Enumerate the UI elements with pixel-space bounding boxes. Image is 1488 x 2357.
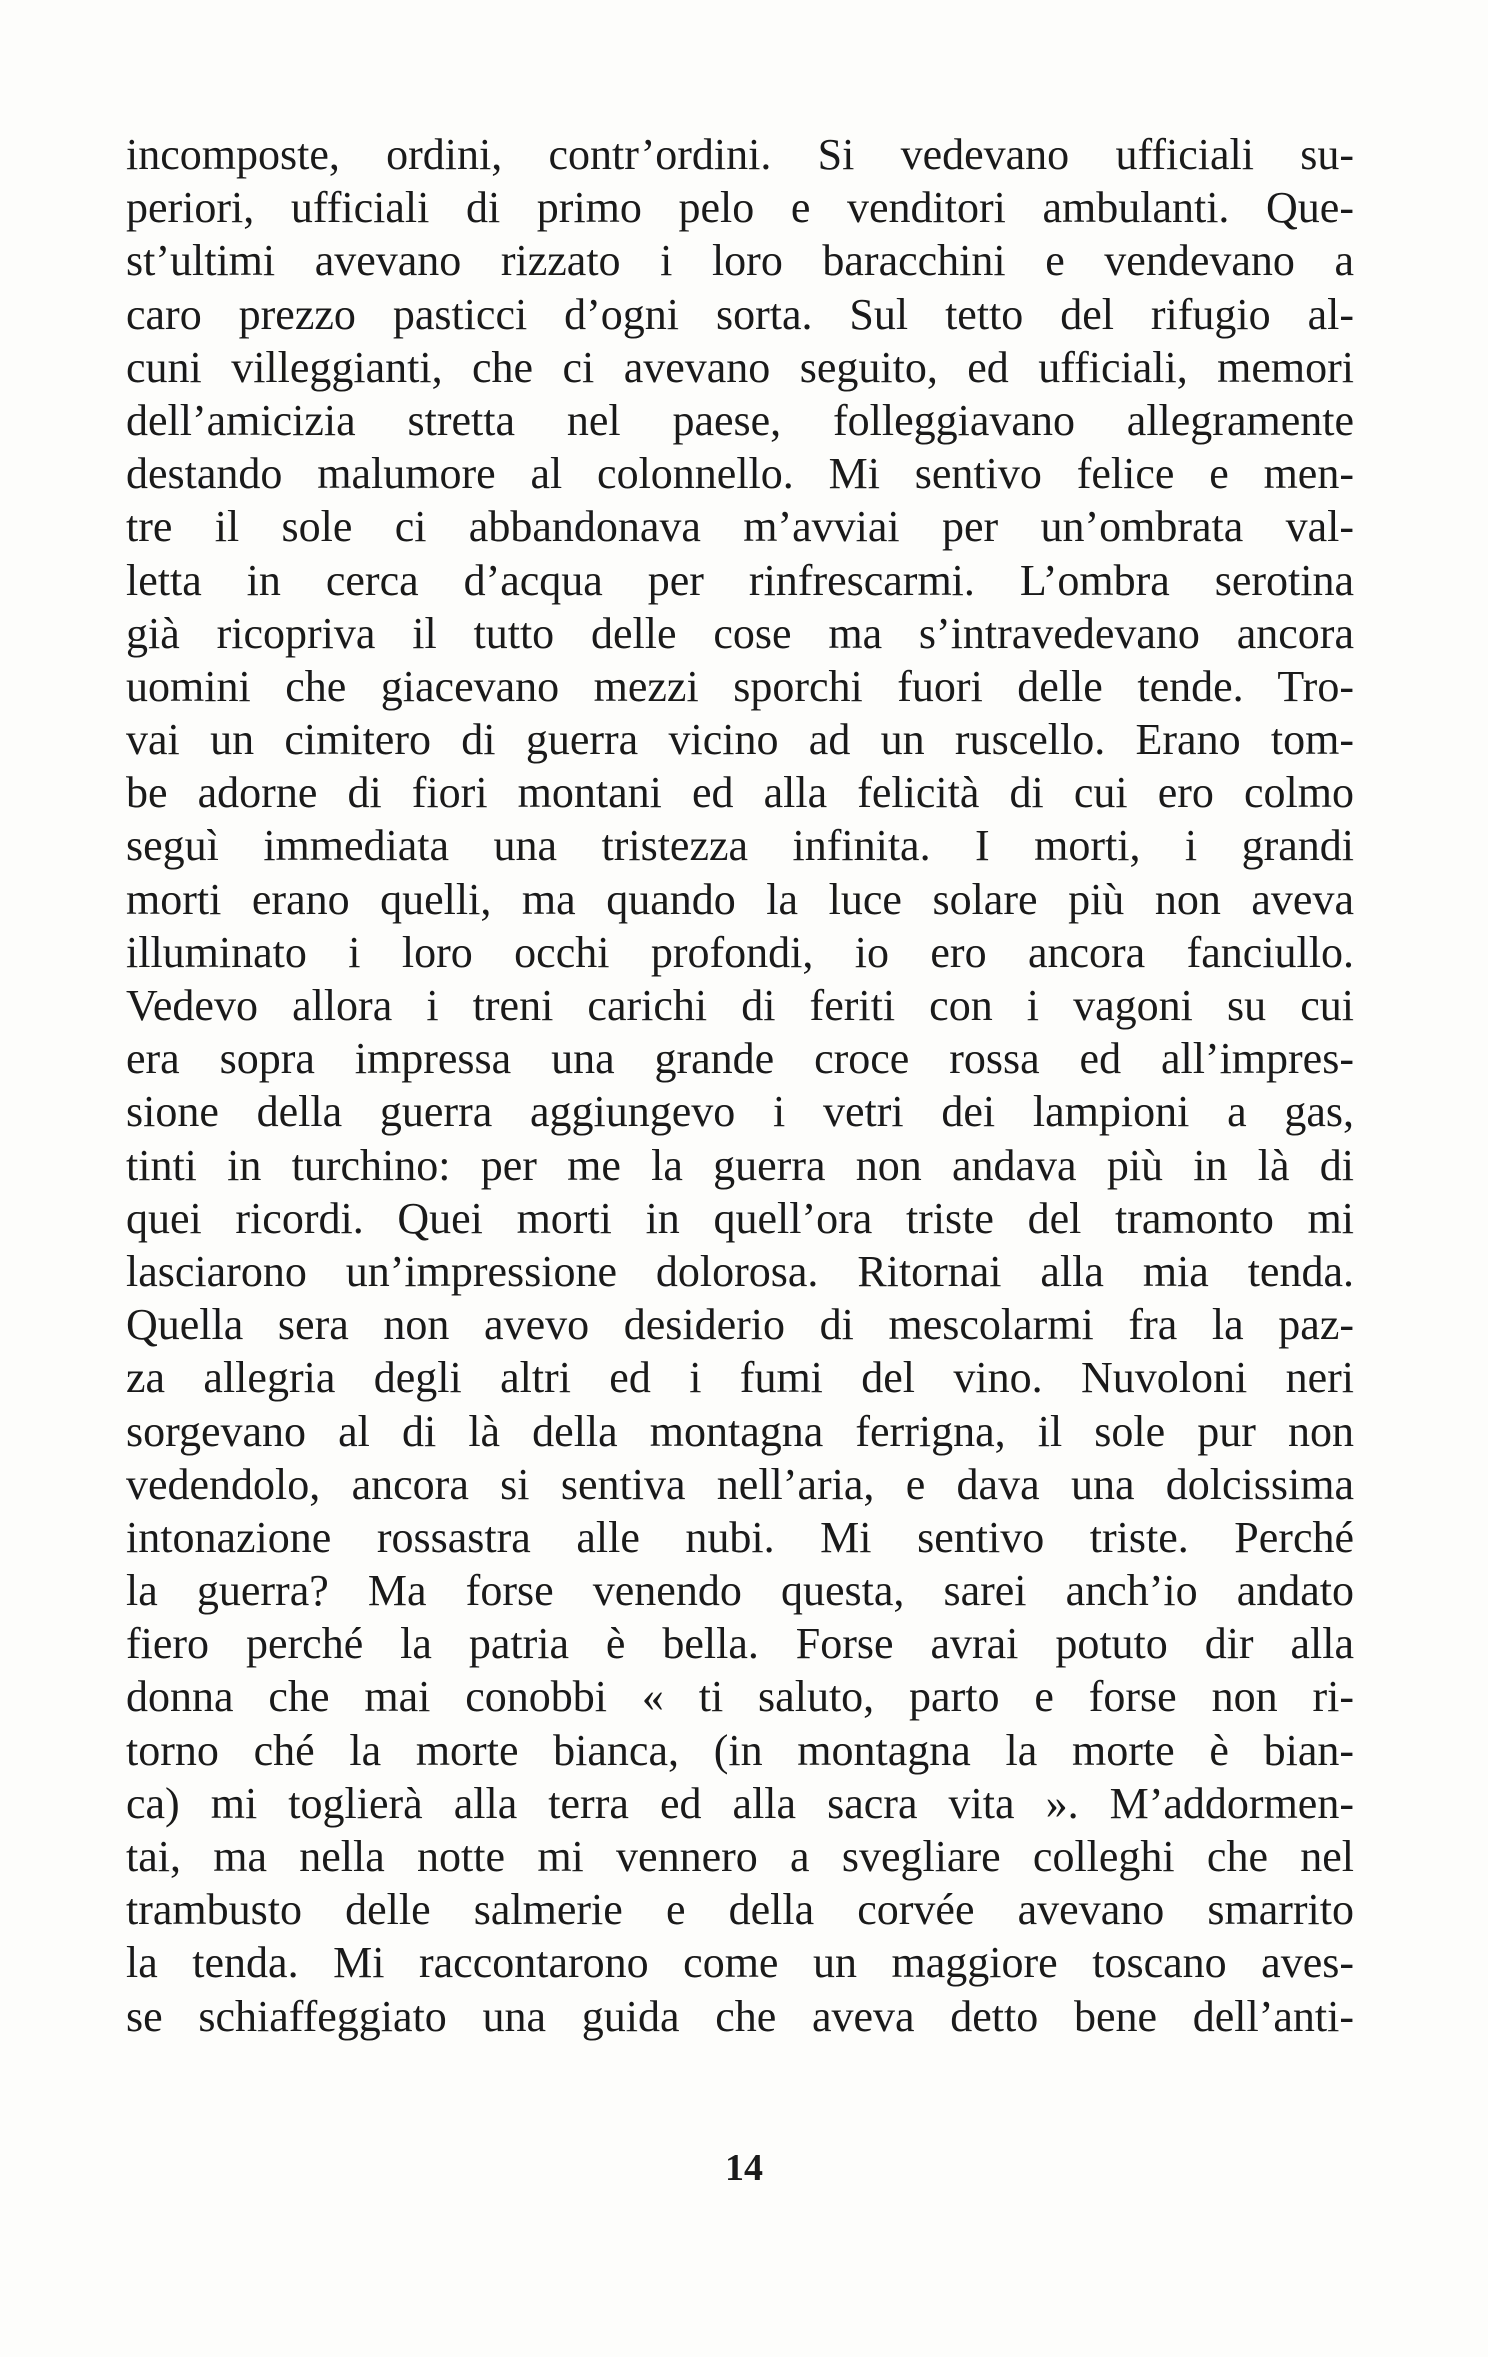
text-line-8: tre il sole ci abbandonava m’avviai per un’ombrata val-	[126, 502, 1354, 552]
text-line-28: la guerra? Ma forse venendo questa, sarei anch’io andato	[126, 1566, 1354, 1616]
text-line-4: caro prezzo pasticci d’ogni sorta. Sul tetto del rifugio al-	[126, 289, 1354, 339]
text-line-33: tai, ma nella notte mi vennero a svegliare colleghi che nel	[126, 1832, 1354, 1881]
text-line-6: dell’amicizia stretta nel paese, folleggiavano allegramente	[126, 395, 1354, 445]
text-line-14: seguì immediata una tristezza infinita. I morti, i grandi	[126, 821, 1354, 871]
text-line-11: uomini che giacevano mezzi sporchi fuori delle tende. Tro-	[126, 661, 1354, 711]
text-line-13: be adorne di fiori montani ed alla felicità di cui ero colmo	[126, 768, 1354, 818]
text-line-34: trambusto delle salmerie e della corvée avevano smarrito	[126, 1885, 1354, 1935]
text-line-27: intonazione rossastra alle nubi. Mi sentivo triste. Perché	[126, 1512, 1354, 1562]
page-number: 14	[725, 2147, 763, 2189]
text-line-17: Vedevo allora i treni carichi di feriti con i vagoni su cui	[126, 981, 1354, 1030]
text-line-29: fiero perché la patria è bella. Forse avrai potuto dir alla	[126, 1619, 1354, 1669]
text-line-7: destando malumore al colonnello. Mi sentivo felice e men-	[126, 449, 1354, 499]
text-line-23: Quella sera non avevo desiderio di mescolarmi fra la paz-	[126, 1300, 1354, 1350]
text-line-25: sorgevano al di là della montagna ferrigna, il sole pur non	[126, 1406, 1354, 1456]
text-line-18: era sopra impressa una grande croce rossa ed all’impres-	[126, 1034, 1354, 1084]
text-line-9: letta in cerca d’acqua per rinfrescarmi. L’ombra serotina	[126, 555, 1354, 605]
text-line-3: st’ultimi avevano rizzato i loro baracchini e vendevano a	[126, 236, 1354, 286]
text-line-36: se schiaffeggiato una guida che aveva detto bene dell’anti-	[126, 1991, 1354, 2041]
text-line-19: sione della guerra aggiungevo i vetri dei lampioni a gas,	[126, 1087, 1354, 1137]
text-line-31: torno ché la morte bianca, (in montagna la morte è bian-	[126, 1725, 1354, 1775]
text-line-20: tinti in turchino: per me la guerra non andava più in là di	[126, 1140, 1354, 1190]
text-line-10: già ricopriva il tutto delle cose ma s’intravedevano ancora	[126, 608, 1354, 658]
text-line-21: quei ricordi. Quei morti in quell’ora triste del tramonto mi	[126, 1193, 1354, 1243]
text-line-26: vedendolo, ancora si sentiva nell’aria, e dava una dolcissima	[126, 1459, 1354, 1509]
body-text	[126, 128, 1354, 2043]
text-line-16: illuminato i loro occhi profondi, io ero ancora fanciullo.	[126, 927, 1354, 977]
text-line-2: periori, ufficiali di primo pelo e venditori ambulanti. Que-	[126, 183, 1354, 233]
text-line-30: donna che mai conobbi « ti saluto, parto e forse non ri-	[126, 1672, 1354, 1722]
text-line-12: vai un cimitero di guerra vicino ad un ruscello. Erano tom-	[126, 715, 1354, 765]
text-line-32: ca) mi toglierà alla terra ed alla sacra vita ». M’addormen-	[126, 1778, 1354, 1828]
text-line-35: la tenda. Mi raccontarono come un maggiore toscano aves-	[126, 1938, 1354, 1988]
text-line-22: lasciarono un’impressione dolorosa. Ritornai alla mia tenda.	[126, 1246, 1354, 1296]
text-line-1: incomposte, ordini, contr’ordini. Si vedevano ufficiali su-	[126, 130, 1354, 179]
text-line-5: cuni villeggianti, che ci avevano seguito, ed ufficiali, memori	[126, 342, 1354, 392]
text-line-24: za allegria degli altri ed i fumi del vino. Nuvoloni neri	[126, 1353, 1354, 1403]
text-line-15: morti erano quelli, ma quando la luce solare più non aveva	[126, 874, 1354, 924]
